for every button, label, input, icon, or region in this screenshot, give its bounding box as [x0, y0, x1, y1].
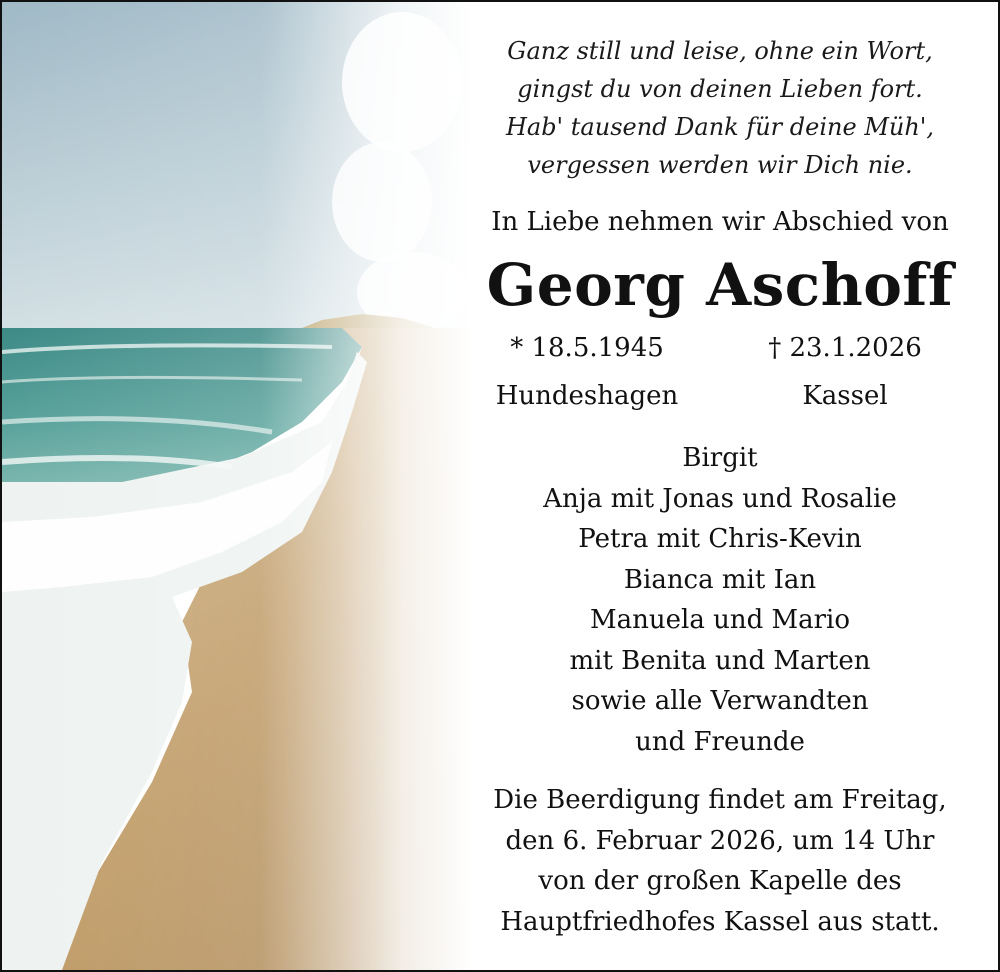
death-date: † 23.1.2026 — [768, 333, 922, 363]
beach-photo — [2, 2, 472, 970]
birth-place: Hundeshagen — [495, 381, 679, 411]
death-place: Kassel — [802, 381, 888, 411]
mourner-line: Manuela und Mario — [590, 605, 850, 635]
funeral-line: Die Beerdigung findet am Freitag, — [493, 785, 947, 815]
farewell-intro: In Liebe nehmen wir Abschied von — [491, 207, 949, 237]
life-dates — [442, 324, 998, 414]
mourner-line: mit Benita und Marten — [569, 645, 871, 676]
poem-line: vergessen werden wir Dich nie. — [527, 151, 913, 179]
birth-info — [467, 324, 707, 420]
beach-image — [2, 2, 472, 970]
deceased-name: Georg Aschoff — [486, 251, 954, 319]
mourner-line: Birgit — [682, 443, 758, 473]
death-info — [725, 324, 965, 420]
poem-line: Hab' tausend Dank für deine Müh', — [505, 113, 935, 141]
funeral-line: von der großen Kapelle des — [538, 866, 902, 896]
mourner-line: Bianca mit Ian — [623, 564, 817, 595]
poem — [442, 32, 998, 184]
poem-line: Ganz still und leise, ohne ein Wort, — [507, 37, 933, 65]
mourner-line: sowie alle Verwandten — [571, 686, 869, 716]
mourners-list — [442, 438, 998, 762]
mourner-line: Petra mit Chris-Kevin — [578, 524, 862, 554]
poem-line: gingst du von deinen Lieben fort. — [517, 75, 923, 103]
mourner-line: und Freunde — [635, 726, 805, 757]
funeral-line: Hauptfriedhofes Kassel aus statt. — [500, 906, 940, 937]
funeral-line: den 6. Februar 2026, um 14 Uhr — [505, 825, 935, 856]
notice-text — [442, 2, 998, 970]
funeral-details — [442, 780, 998, 942]
mourner-line: Anja mit Jonas und Rosalie — [543, 483, 897, 514]
birth-date: * 18.5.1945 — [510, 333, 664, 363]
